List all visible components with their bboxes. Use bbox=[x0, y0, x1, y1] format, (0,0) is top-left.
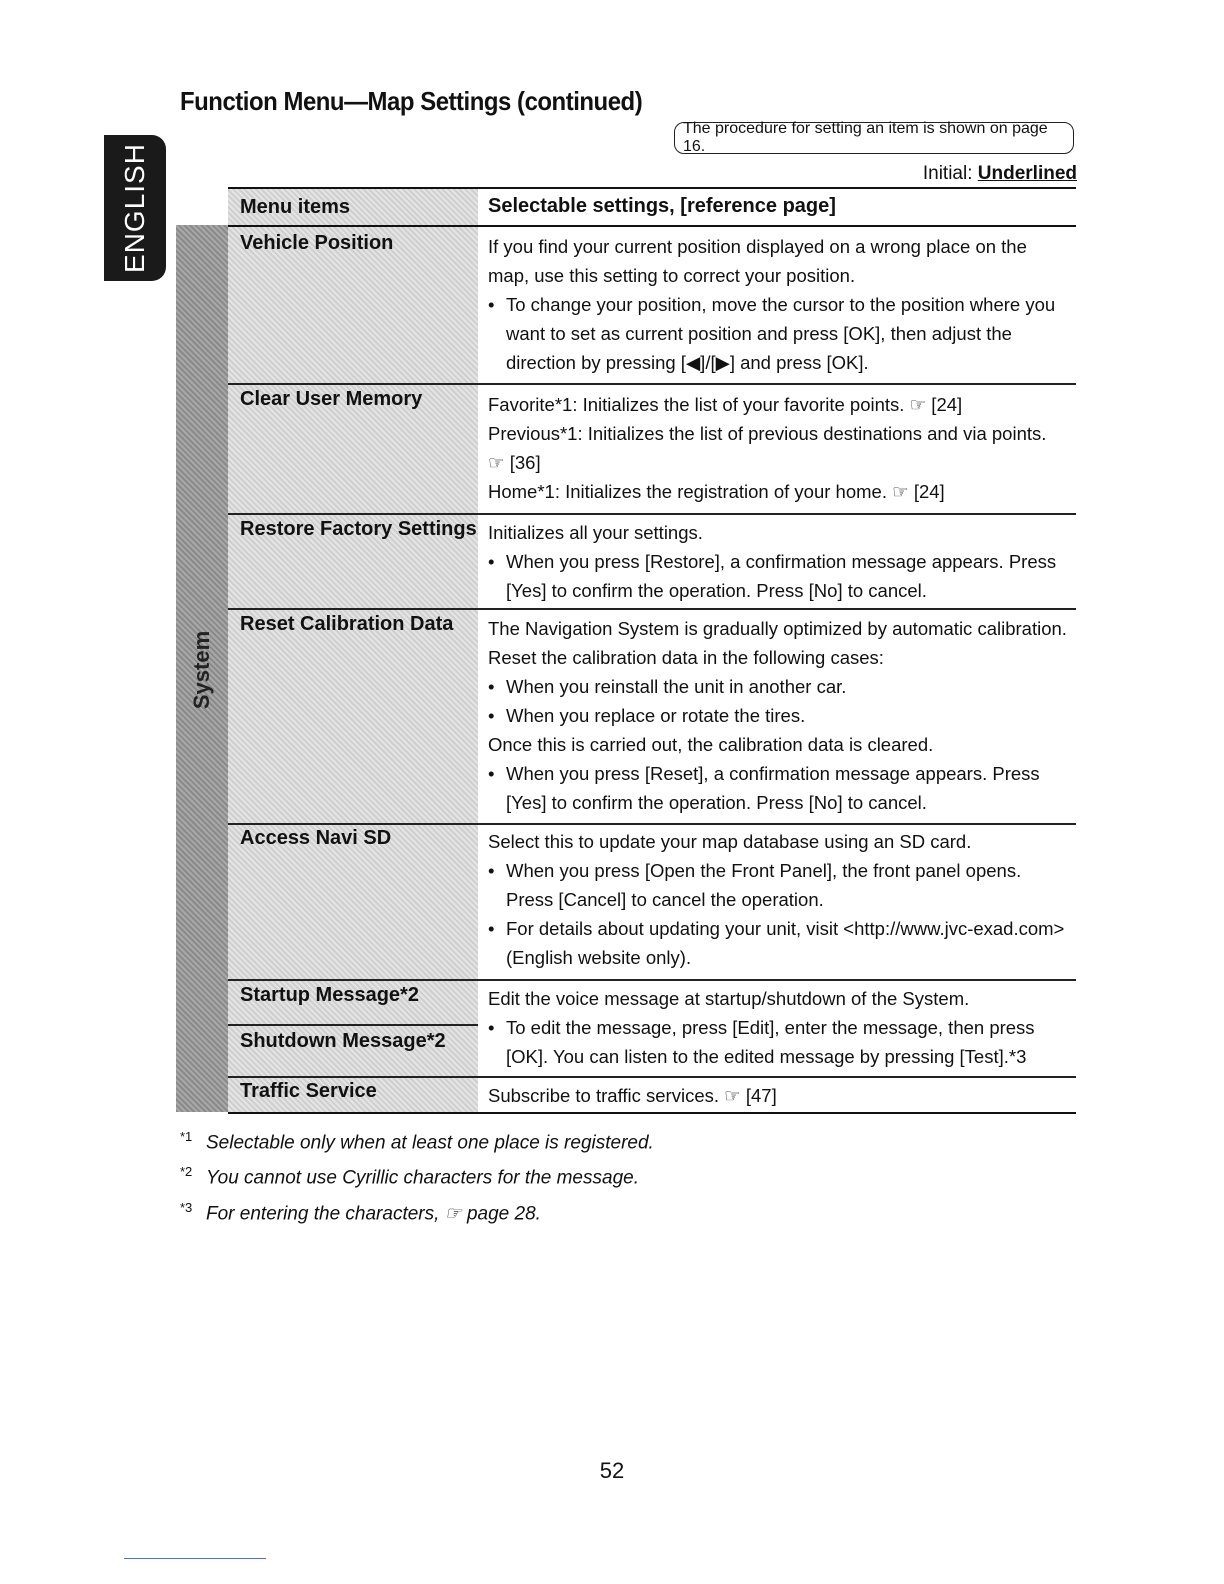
desc-line: Edit the voice message at startup/shutdown of the System. bbox=[488, 988, 970, 1009]
initial-value: Underlined bbox=[977, 163, 1077, 184]
footnote-3 bbox=[180, 1193, 654, 1228]
desc-line: Once this is carried out, the calibration data is cleared. bbox=[488, 734, 934, 755]
page-title: Function Menu—Map Settings (continued) bbox=[180, 86, 643, 116]
desc-line-favorite: Favorite*1: Initializes the list of your favorite points. ☞ [24] bbox=[488, 394, 963, 415]
row-divider bbox=[228, 979, 1076, 981]
desc-line-previous: Previous*1: Initializes the list of previous destinations and via points. ☞ [36] bbox=[488, 423, 1047, 473]
header-menu-items: Menu items bbox=[240, 196, 351, 218]
header-selectable-settings: Selectable settings, [reference page] bbox=[488, 195, 836, 217]
desc-bullet: • When you press [Restore], a confirmation message appears. Press [Yes] to confirm the operation. Press [No] to cancel. bbox=[488, 547, 1068, 605]
language-tab-label: ENGLISH bbox=[119, 143, 150, 273]
table-top-rule bbox=[228, 187, 1076, 189]
desc-bullet: • For details about updating your unit, visit <http://www.jvc-exad.com> (English website only). bbox=[488, 914, 1068, 972]
menu-item-traffic-service: Traffic Service bbox=[240, 1080, 377, 1102]
desc-bullet: • When you replace or rotate the tires. bbox=[488, 701, 1068, 730]
desc-traffic-service bbox=[488, 1081, 1068, 1110]
menu-item-startup-message: Startup Message*2 bbox=[240, 984, 419, 1006]
desc-vehicle-position bbox=[488, 232, 1068, 377]
desc-bullet: • When you press [Reset], a confirmation message appears. Press [Yes] to confirm the operation. Press [No] to cancel. bbox=[488, 759, 1068, 817]
desc-line: Initializes all your settings. bbox=[488, 522, 703, 543]
language-tab bbox=[104, 135, 166, 281]
desc-bullet: • To change your position, move the cursor to the position where you want to set as current position and press [OK], then adjust the direction by pressing [◀]/[▶] and press [OK]. bbox=[488, 290, 1068, 377]
desc-line: Select this to update your map database using an SD card. bbox=[488, 831, 972, 852]
procedure-note: The procedure for setting an item is shown on page 16. bbox=[674, 122, 1074, 154]
table-header-rule bbox=[228, 225, 1076, 227]
row-divider bbox=[228, 383, 1076, 385]
menu-item-vehicle-position: Vehicle Position bbox=[240, 232, 394, 254]
initial-note bbox=[923, 163, 1077, 185]
footnote-1 bbox=[180, 1122, 654, 1157]
row-divider bbox=[228, 823, 1076, 825]
desc-access-navi-sd bbox=[488, 827, 1068, 972]
menu-item-access-navi-sd: Access Navi SD bbox=[240, 827, 392, 849]
bottom-rule bbox=[124, 1558, 266, 1559]
desc-startup-shutdown-message bbox=[488, 984, 1068, 1071]
footnote-text: For entering the characters, ☞ page 28. bbox=[206, 1202, 541, 1224]
sub-row-divider bbox=[228, 1024, 478, 1026]
row-divider bbox=[228, 1076, 1076, 1078]
desc-line-home: Home*1: Initializes the registration of your home. ☞ [24] bbox=[488, 481, 945, 502]
footnote-mark: *2 bbox=[180, 1164, 193, 1180]
page-number: 52 bbox=[599, 1458, 625, 1483]
row-divider bbox=[228, 513, 1076, 515]
menu-item-clear-user-memory: Clear User Memory bbox=[240, 388, 423, 410]
system-band-label: System bbox=[189, 630, 214, 710]
row-divider bbox=[228, 608, 1076, 610]
desc-line: If you find your current position displayed on a wrong place on the map, use this setting to correct your position. bbox=[488, 236, 1027, 286]
desc-reset-calibration-data bbox=[488, 614, 1068, 817]
footnote-mark: *1 bbox=[180, 1129, 193, 1144]
system-band-label-box bbox=[176, 630, 228, 710]
desc-clear-user-memory bbox=[488, 390, 1068, 506]
menu-item-restore-factory-settings: Restore Factory Settings bbox=[240, 518, 477, 540]
desc-restore-factory-settings bbox=[488, 518, 1068, 605]
footnote-2 bbox=[180, 1157, 654, 1192]
desc-line: Subscribe to traffic services. ☞ [47] bbox=[488, 1085, 777, 1106]
desc-bullet: • To edit the message, press [Edit], enter the message, then press [OK]. You can listen to the edited message by pressing [Test].*3 bbox=[488, 1013, 1068, 1071]
desc-bullet: • When you reinstall the unit in another car. bbox=[488, 672, 1068, 701]
desc-bullet: • When you press [Open the Front Panel], the front panel opens. Press [Cancel] to cancel the operation. bbox=[488, 856, 1068, 914]
footnotes bbox=[180, 1122, 654, 1228]
menu-item-shutdown-message: Shutdown Message*2 bbox=[240, 1030, 446, 1052]
initial-label: Initial: bbox=[922, 163, 973, 184]
menu-item-reset-calibration-data: Reset Calibration Data bbox=[240, 613, 454, 635]
footnote-text: Selectable only when at least one place is registered. bbox=[206, 1132, 654, 1154]
desc-line: The Navigation System is gradually optimized by automatic calibration. bbox=[488, 618, 1067, 639]
footnote-text: You cannot use Cyrillic characters for the message. bbox=[206, 1167, 639, 1189]
desc-line: Reset the calibration data in the following cases: bbox=[488, 647, 884, 668]
footnote-mark: *3 bbox=[180, 1199, 193, 1215]
table-bottom-rule bbox=[228, 1112, 1076, 1114]
